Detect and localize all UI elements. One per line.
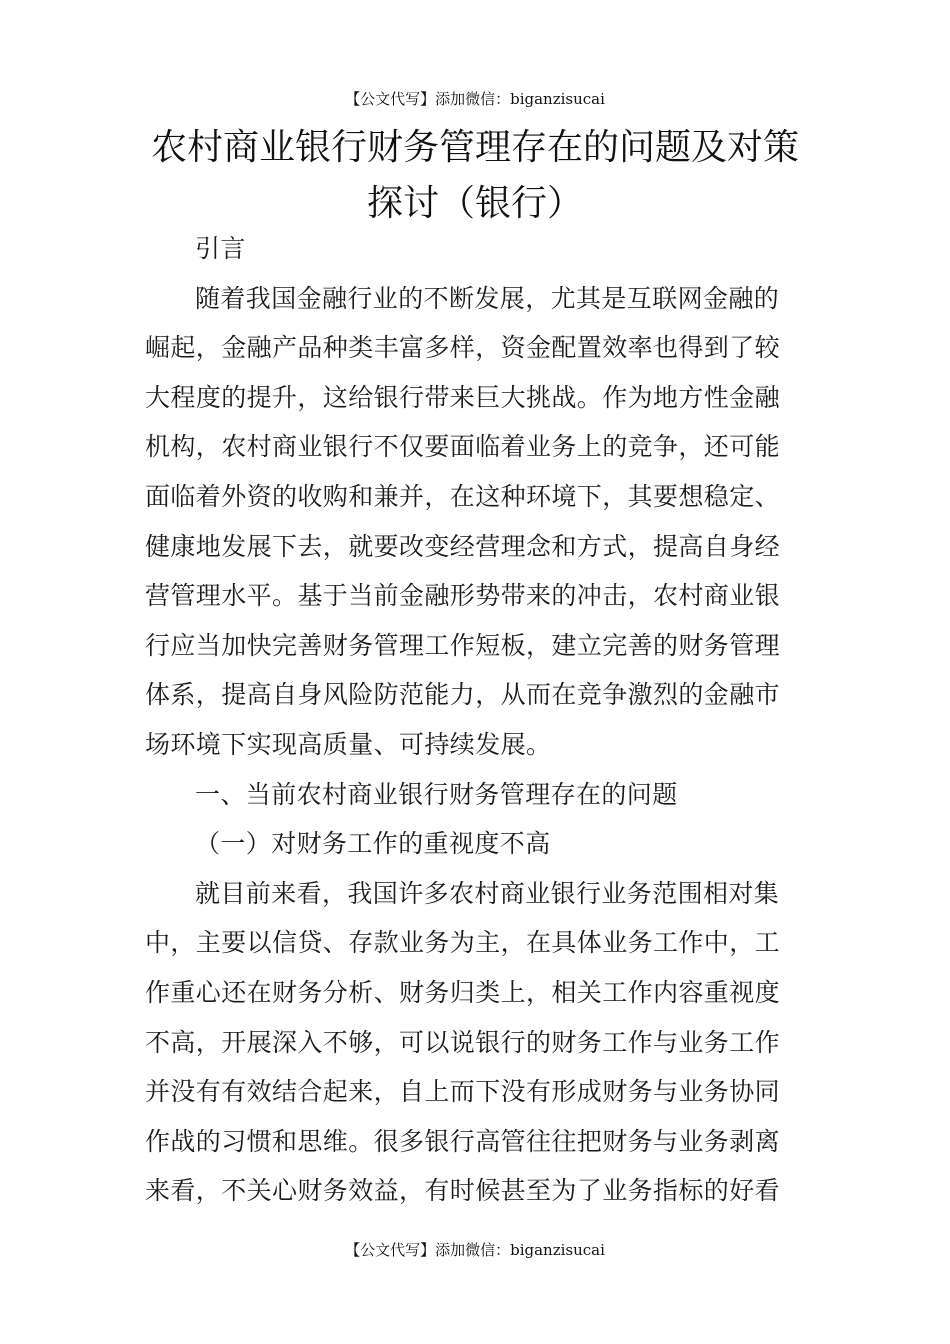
text-line: （一）对财务工作的重视度不高 bbox=[195, 829, 551, 859]
text-line: 来看，不关心财务效益，有时候甚至为了业务指标的好看 bbox=[145, 1176, 781, 1206]
header-note: 【公文代写】添加微信：biganzisucai bbox=[345, 90, 605, 108]
text-line: 并没有有效结合起来，自上而下没有形成财务与业务协同 bbox=[145, 1077, 781, 1107]
text-line: 一、当前农村商业银行财务管理存在的问题 bbox=[195, 779, 678, 809]
paragraph bbox=[145, 869, 810, 1216]
title-line: 探讨（银行） bbox=[366, 183, 583, 224]
text-line: 作重心还在财务分析、财务归类上，相关工作内容重视度 bbox=[145, 977, 781, 1007]
document-title bbox=[0, 120, 950, 232]
intro-heading bbox=[145, 224, 810, 274]
text-line: 营管理水平。基于当前金融形势带来的冲击，农村商业银 bbox=[145, 581, 781, 611]
text-line: 崛起，金融产品种类丰富多样，资金配置效率也得到了较 bbox=[145, 333, 781, 363]
text-line: 中，主要以信贷、存款业务为主，在具体业务工作中，工 bbox=[145, 928, 781, 958]
text-line: 不高，开展深入不够，可以说银行的财务工作与业务工作 bbox=[145, 1027, 781, 1057]
text-line: 机构，农村商业银行不仅要面临着业务上的竞争，还可能 bbox=[145, 432, 781, 462]
section-heading bbox=[145, 770, 810, 820]
subsection-heading bbox=[145, 819, 810, 869]
text-line: 面临着外资的收购和兼并，在这种环境下，其要想稳定、 bbox=[145, 481, 781, 511]
paragraph bbox=[145, 274, 810, 770]
text-line: 大程度的提升，这给银行带来巨大挑战。作为地方性金融 bbox=[145, 382, 781, 412]
text-line: 随着我国金融行业的不断发展，尤其是互联网金融的 bbox=[195, 283, 780, 313]
text-line: 场环境下实现高质量、可持续发展。 bbox=[145, 729, 552, 759]
text-line: 健康地发展下去，就要改变经营理念和方式，提高自身经 bbox=[145, 531, 781, 561]
document-body bbox=[145, 224, 810, 1216]
text-line: 行应当加快完善财务管理工作短板，建立完善的财务管理 bbox=[145, 630, 781, 660]
text-line: 就目前来看，我国许多农村商业银行业务范围相对集 bbox=[195, 878, 780, 908]
text-line: 引言 bbox=[195, 234, 246, 263]
text-line: 体系，提高自身风险防范能力，从而在竞争激烈的金融市 bbox=[145, 680, 781, 710]
title-line: 农村商业银行财务管理存在的问题及对策 bbox=[150, 127, 799, 168]
text-line: 作战的习惯和思维。很多银行高管往往把财务与业务剥离 bbox=[145, 1126, 781, 1156]
footer-note: 【公文代写】添加微信：biganzisucai bbox=[345, 1241, 605, 1259]
